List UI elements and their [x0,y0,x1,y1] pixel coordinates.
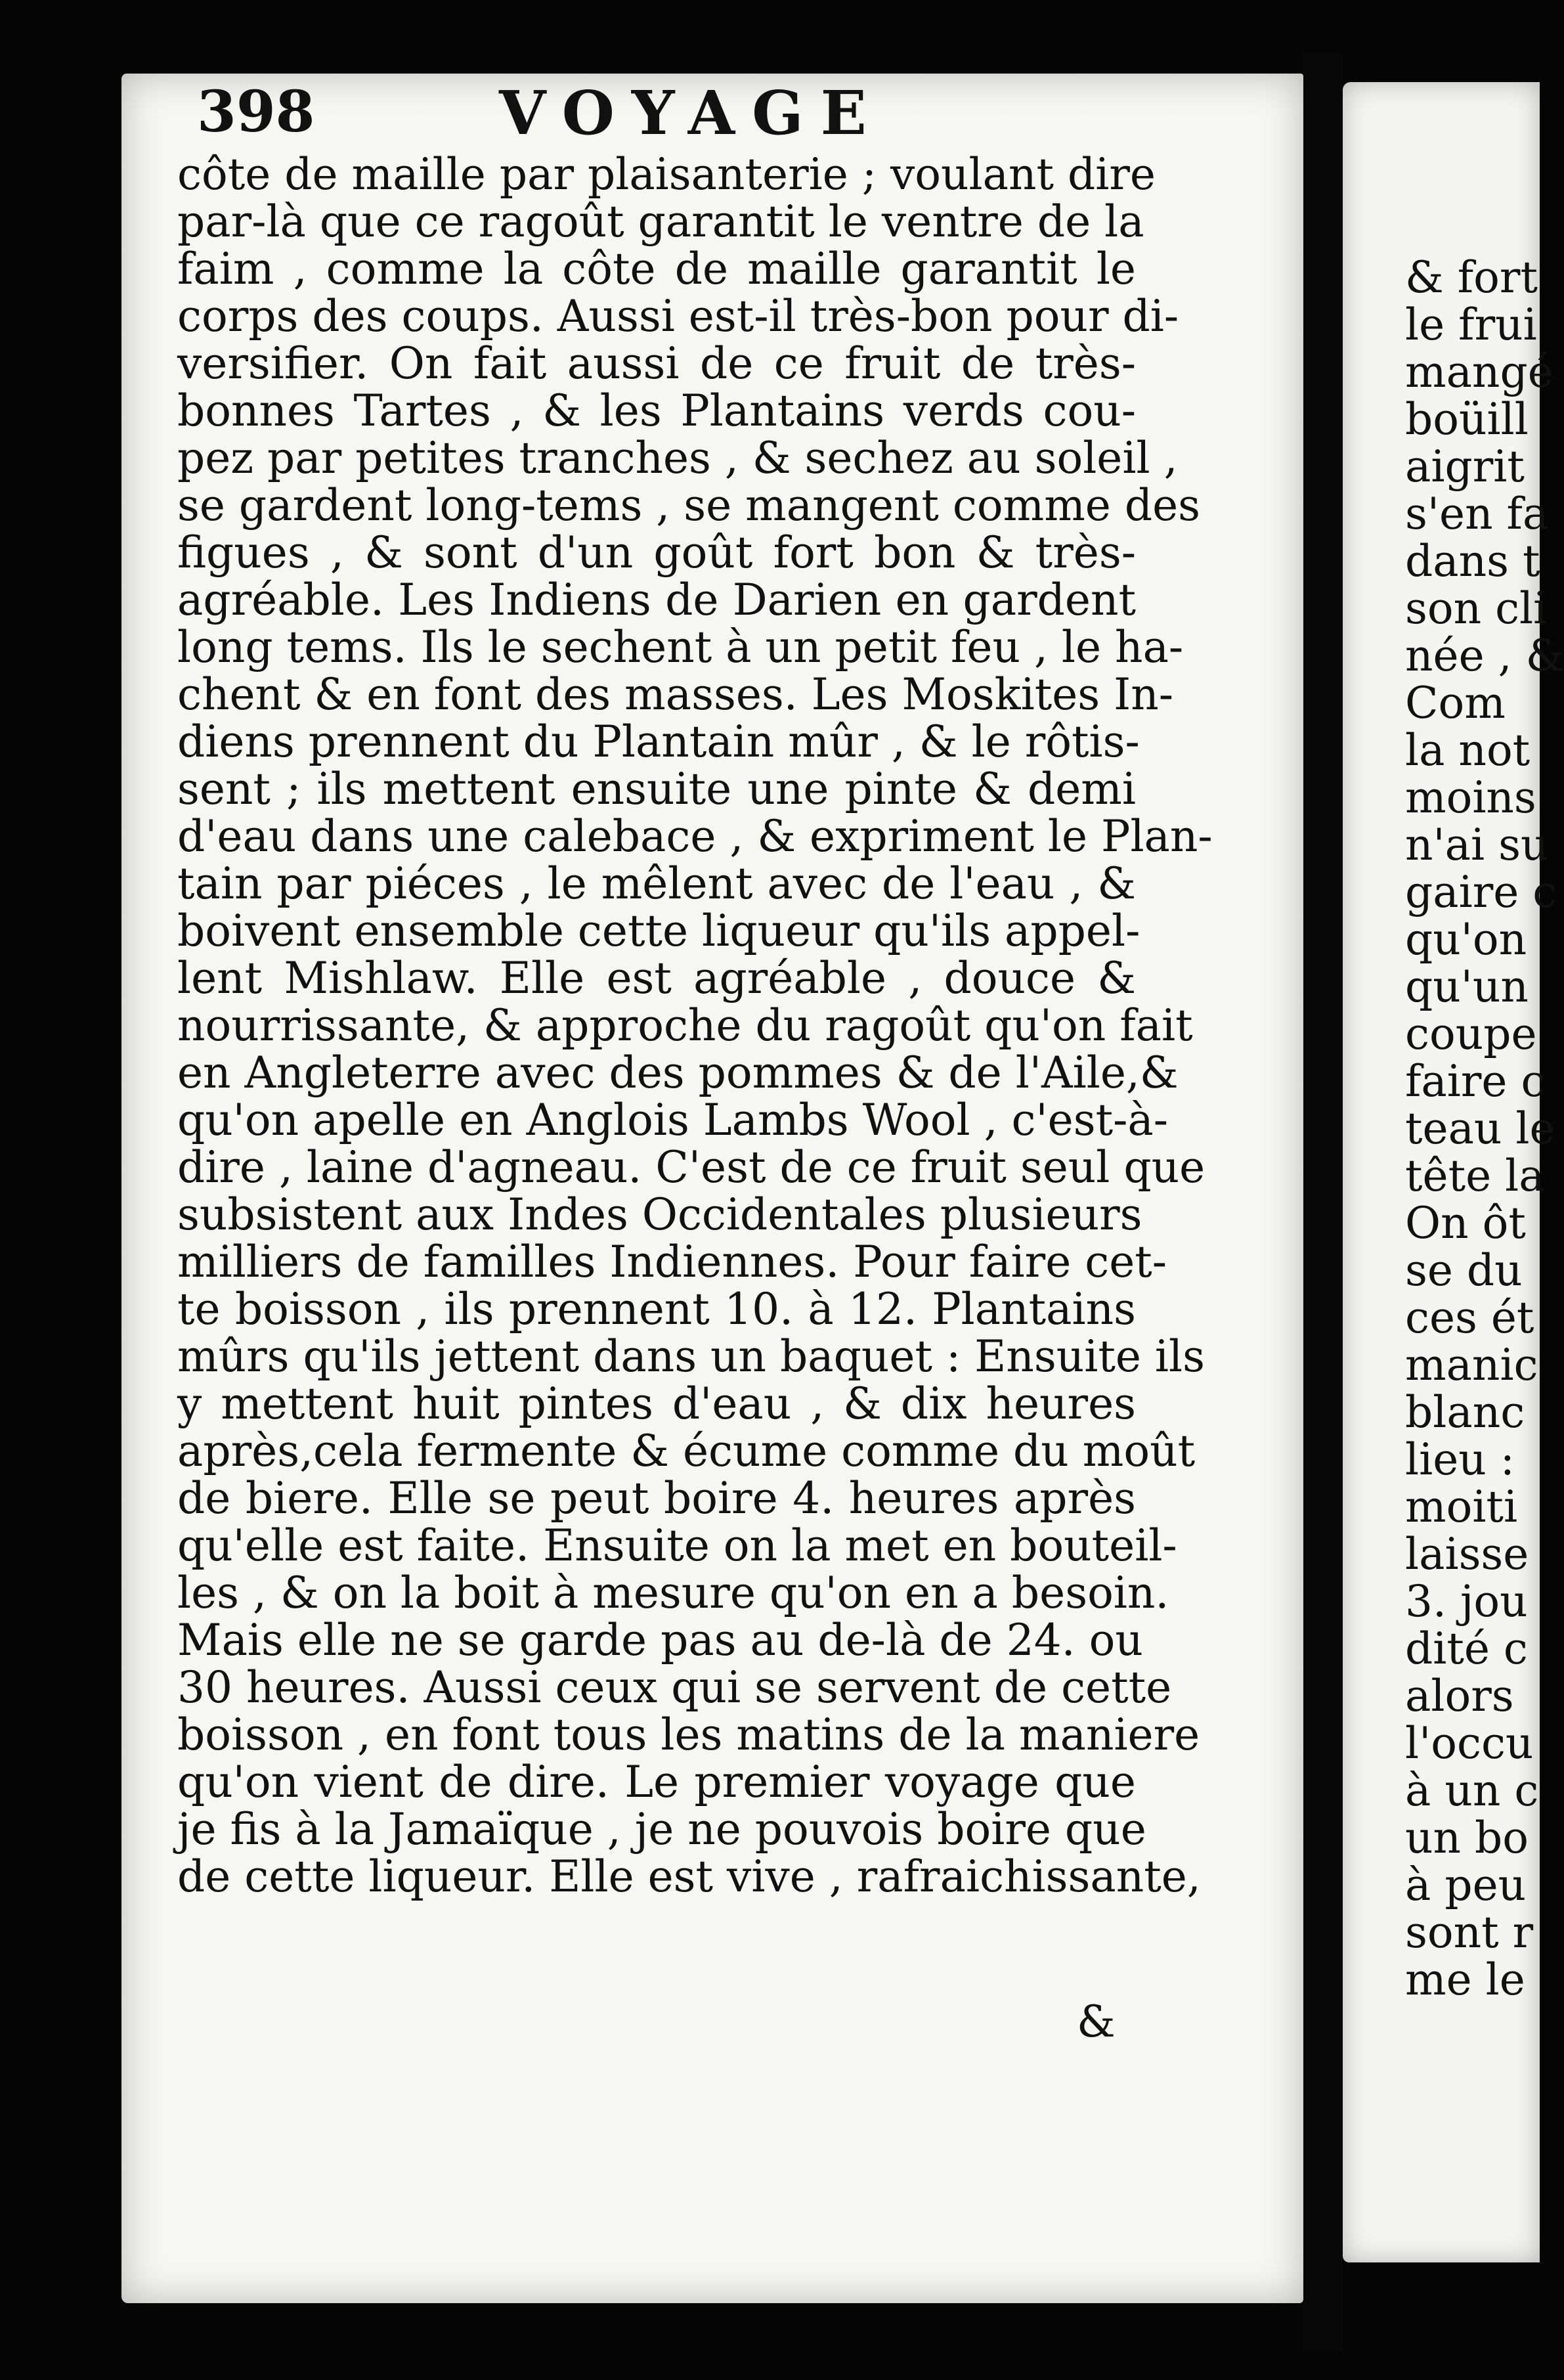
text-line: côte de maille par plaisanterie ; voulant dire [177,149,1156,200]
text-line: 30 heures. Aussi ceux qui se servent de cette [177,1662,1172,1713]
text-line: qu'elle est faite. Ensuite on la met en bouteil- [177,1520,1177,1571]
text-line: bonnes Tartes , & les Plantains verds cou- [177,386,1136,436]
text-line: corps des coups. Aussi est-il très-bon pour di- [177,291,1179,342]
text-line: agréable. Les Indiens de Darien en gardent [177,575,1136,625]
right-page [1343,82,1564,2262]
right-line: un bo [1405,1813,1529,1863]
text-line: boivent ensemble cette liqueur qu'ils appel- [177,906,1140,956]
text-line: d'eau dans une calebace , & expriment le Plan- [177,811,1213,862]
right-line: moins [1405,772,1536,823]
right-line: Com [1405,678,1506,728]
text-line: Mais elle ne se garde pas au de-là de 24. ou [177,1615,1143,1665]
right-line: faire c [1405,1056,1546,1107]
text-line: figues , & sont d'un goût fort bon & très- [177,527,1136,578]
text-line: te boisson , ils prennent 10. à 12. Plantains [177,1284,1136,1334]
right-line: gaire c [1405,867,1557,917]
right-line: boüill [1405,394,1529,445]
text-line: lent Mishlaw. Elle est agréable , douce & [177,953,1136,1003]
right-line: teau le [1405,1103,1555,1154]
right-line: sont r [1405,1907,1534,1958]
left-page-text [177,149,1213,1902]
right-line: tête la [1405,1151,1545,1201]
right-line: moiti [1405,1482,1518,1532]
right-line: la not [1405,725,1531,776]
right-line: ces ét [1405,1292,1534,1343]
right-line: dité c [1405,1623,1528,1674]
text-line: de biere. Elle se peut boire 4. heures après [177,1473,1136,1524]
right-line: le frui [1405,299,1537,350]
text-line: les , & on la boit à mesure qu'on en a besoin. [177,1568,1169,1618]
right-line: n'ai su [1405,820,1549,870]
right-line: née , & [1405,630,1564,681]
text-line: se gardent long-tems , se mangent comme des [177,480,1200,531]
right-line: à un c [1405,1765,1539,1816]
right-line: s'en fa [1405,489,1549,539]
right-line: son cli [1405,583,1548,634]
text-line: dire , laine d'agneau. C'est de ce fruit seul que [177,1142,1206,1193]
right-line: coupe [1405,1009,1537,1059]
text-line: milliers de familles Indiennes. Pour faire cet- [177,1237,1167,1287]
text-line: qu'on vient de dire. Le premier voyage que [177,1757,1136,1807]
text-line: sent ; ils mettent ensuite une pinte & demi [177,764,1136,814]
right-line: lieu : [1405,1434,1515,1485]
right-line: mangé [1405,347,1553,397]
right-line: & fort [1405,252,1538,303]
text-line: y mettent huit pintes d'eau , & dix heures [177,1378,1136,1429]
right-line: On ôt [1405,1198,1526,1248]
text-line: pez par petites tranches , & sechez au soleil , [177,433,1178,483]
running-head: VOYAGE [499,77,884,148]
right-line: me le [1405,1954,1525,2005]
book-gutter [1303,53,1343,2351]
text-line: après,cela fermente & écume comme du moût [177,1426,1196,1476]
text-line: tain par piéces , le mêlent avec de l'eau , & [177,858,1136,909]
right-page-text [1405,254,1564,2004]
text-line: versifier. On fait aussi de ce fruit de très- [177,338,1136,389]
text-line: subsistent aux Indes Occidentales plusieurs [177,1189,1142,1240]
right-line: qu'on [1405,914,1527,965]
right-line: blanc [1405,1387,1525,1438]
text-line: nourrissante, & approche du ragoût qu'on fait [177,1000,1193,1051]
text-line: mûrs qu'ils jettent dans un baquet : Ensuite ils [177,1331,1205,1382]
text-line: en Angleterre avec des pommes & de l'Aile,& [177,1047,1179,1098]
text-line: qu'on apelle en Anglois Lambs Wool , c'est-à- [177,1095,1169,1145]
right-line: manic [1405,1340,1538,1390]
right-line: se du [1405,1245,1523,1296]
right-line: qu'un [1405,961,1529,1012]
page-number: 398 [197,79,315,145]
right-line: alors [1405,1671,1514,1721]
text-line: diens prennent du Plantain mûr , & le rôtis- [177,716,1140,767]
catchword: & [1077,1996,1116,2047]
text-line: par-là que ce ragoût garantit le ventre de la [177,196,1144,247]
text-line: chent & en font des masses. Les Moskites In- [177,669,1174,720]
text-line: faim , comme la côte de maille garantit le [177,244,1136,294]
right-line: à peu [1405,1860,1527,1910]
right-line: laisse [1405,1529,1529,1579]
right-line: aigrit [1405,441,1525,492]
right-line: dans t [1405,536,1540,586]
right-line: l'occu [1405,1718,1534,1769]
right-line: 3. jou [1405,1576,1528,1627]
text-line: long tems. Ils le sechent à un petit feu , le ha- [177,622,1184,672]
text-line: boisson , en font tous les matins de la maniere [177,1709,1200,1760]
text-line: de cette liqueur. Elle est vive , rafraichissante, [177,1851,1201,1902]
text-line: je fis à la Jamaïque , je ne pouvois boire que [177,1804,1146,1855]
